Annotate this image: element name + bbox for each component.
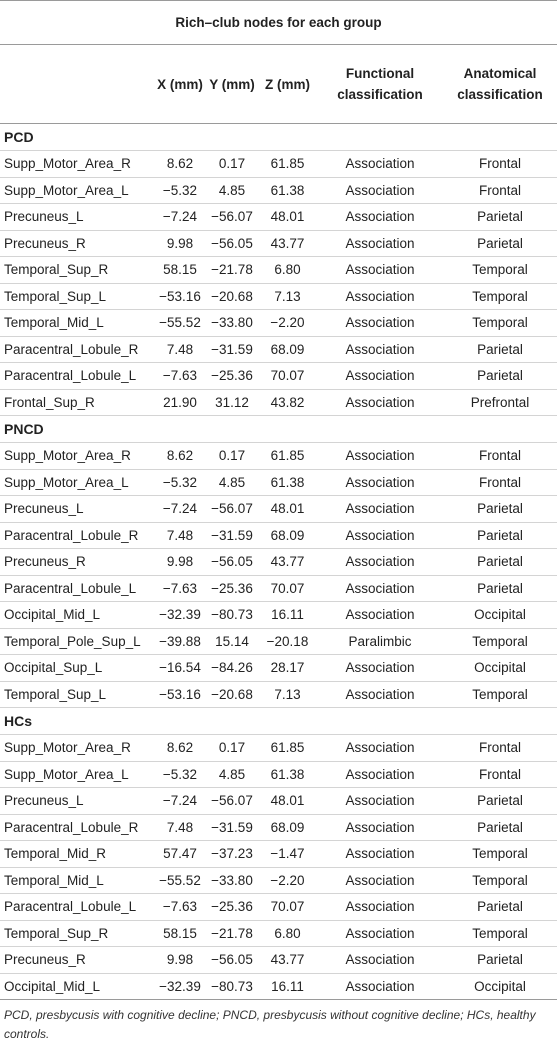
y-value: −84.26 — [206, 655, 258, 682]
anatomical-class: Frontal — [443, 761, 557, 788]
node-name: Supp_Motor_Area_R — [0, 443, 154, 470]
x-value: 8.62 — [154, 443, 206, 470]
anatomical-class: Parietal — [443, 522, 557, 549]
table-row — [0, 257, 557, 284]
table-row — [0, 788, 557, 815]
z-value: 48.01 — [258, 496, 317, 523]
anatomical-class: Temporal — [443, 681, 557, 708]
y-value: 0.17 — [206, 735, 258, 762]
header-functional-line1: Functional — [345, 66, 415, 81]
anatomical-class: Temporal — [443, 867, 557, 894]
node-name: Paracentral_Lobule_R — [0, 814, 154, 841]
functional-class: Association — [317, 920, 443, 947]
functional-class: Association — [317, 894, 443, 921]
table-footnote: PCD, presbycusis with cognitive decline; PNCD, presbycusis without cognitive decline; HCs, healthy controls. — [4, 1008, 536, 1041]
x-value: 9.98 — [154, 230, 206, 257]
anatomical-class: Parietal — [443, 363, 557, 390]
table-row — [0, 177, 557, 204]
z-value: 68.09 — [258, 522, 317, 549]
z-value: 61.85 — [258, 151, 317, 178]
anatomical-class: Parietal — [443, 947, 557, 974]
z-value: 70.07 — [258, 363, 317, 390]
node-name: Paracentral_Lobule_L — [0, 363, 154, 390]
y-value: −20.68 — [206, 681, 258, 708]
y-value: −80.73 — [206, 602, 258, 629]
functional-class: Association — [317, 575, 443, 602]
table-row — [0, 389, 557, 416]
z-value: 7.13 — [258, 283, 317, 310]
anatomical-class: Temporal — [443, 628, 557, 655]
node-name: Occipital_Mid_L — [0, 602, 154, 629]
table-row — [0, 735, 557, 762]
functional-class: Association — [317, 336, 443, 363]
table-caption: Rich–club nodes for each group — [0, 1, 557, 45]
anatomical-class: Parietal — [443, 575, 557, 602]
header-anatomical-line1: Anatomical — [463, 66, 537, 81]
anatomical-class: Occipital — [443, 973, 557, 1000]
functional-class: Association — [317, 841, 443, 868]
column-header-row — [0, 45, 557, 124]
node-name: Precuneus_L — [0, 204, 154, 231]
z-value: −1.47 — [258, 841, 317, 868]
x-value: −32.39 — [154, 973, 206, 1000]
x-value: 7.48 — [154, 522, 206, 549]
x-value: 7.48 — [154, 814, 206, 841]
functional-class: Association — [317, 389, 443, 416]
table-row — [0, 655, 557, 682]
y-value: −56.05 — [206, 549, 258, 576]
table-row — [0, 602, 557, 629]
z-value: 70.07 — [258, 894, 317, 921]
table-row — [0, 867, 557, 894]
group-header-row — [0, 708, 557, 735]
x-value: 21.90 — [154, 389, 206, 416]
header-y: Y (mm) — [206, 45, 258, 124]
z-value: 68.09 — [258, 814, 317, 841]
y-value: −20.68 — [206, 283, 258, 310]
node-name: Paracentral_Lobule_L — [0, 575, 154, 602]
node-name: Precuneus_R — [0, 549, 154, 576]
y-value: −25.36 — [206, 894, 258, 921]
anatomical-class: Parietal — [443, 496, 557, 523]
anatomical-class: Frontal — [443, 469, 557, 496]
table-row — [0, 283, 557, 310]
table-row — [0, 522, 557, 549]
anatomical-class: Parietal — [443, 814, 557, 841]
x-value: −53.16 — [154, 283, 206, 310]
y-value: 4.85 — [206, 177, 258, 204]
anatomical-class: Temporal — [443, 310, 557, 337]
node-name: Temporal_Mid_L — [0, 310, 154, 337]
functional-class: Association — [317, 204, 443, 231]
table-row — [0, 973, 557, 1000]
x-value: −55.52 — [154, 867, 206, 894]
anatomical-class: Parietal — [443, 788, 557, 815]
functional-class: Association — [317, 655, 443, 682]
node-name: Supp_Motor_Area_L — [0, 761, 154, 788]
x-value: −7.24 — [154, 496, 206, 523]
node-name: Paracentral_Lobule_L — [0, 894, 154, 921]
x-value: −32.39 — [154, 602, 206, 629]
node-name: Supp_Motor_Area_R — [0, 735, 154, 762]
y-value: −33.80 — [206, 310, 258, 337]
table-row — [0, 841, 557, 868]
group-label: PCD — [0, 124, 557, 151]
functional-class: Association — [317, 230, 443, 257]
node-name: Occipital_Mid_L — [0, 973, 154, 1000]
x-value: −16.54 — [154, 655, 206, 682]
y-value: −37.23 — [206, 841, 258, 868]
y-value: −56.07 — [206, 496, 258, 523]
group-header-row — [0, 124, 557, 151]
functional-class: Paralimbic — [317, 628, 443, 655]
functional-class: Association — [317, 496, 443, 523]
functional-class: Association — [317, 283, 443, 310]
z-value: 61.85 — [258, 443, 317, 470]
z-value: 7.13 — [258, 681, 317, 708]
x-value: 9.98 — [154, 549, 206, 576]
table-row — [0, 469, 557, 496]
x-value: 57.47 — [154, 841, 206, 868]
table-row — [0, 947, 557, 974]
x-value: −7.63 — [154, 363, 206, 390]
anatomical-class: Frontal — [443, 151, 557, 178]
table-row — [0, 894, 557, 921]
z-value: 61.38 — [258, 177, 317, 204]
table-row — [0, 628, 557, 655]
functional-class: Association — [317, 735, 443, 762]
y-value: −33.80 — [206, 867, 258, 894]
x-value: −7.24 — [154, 788, 206, 815]
y-value: 15.14 — [206, 628, 258, 655]
z-value: 68.09 — [258, 336, 317, 363]
y-value: −25.36 — [206, 363, 258, 390]
z-value: 43.77 — [258, 947, 317, 974]
functional-class: Association — [317, 681, 443, 708]
anatomical-class: Temporal — [443, 841, 557, 868]
table-row — [0, 336, 557, 363]
table-row — [0, 230, 557, 257]
functional-class: Association — [317, 310, 443, 337]
z-value: 61.38 — [258, 761, 317, 788]
node-name: Temporal_Sup_L — [0, 283, 154, 310]
x-value: −39.88 — [154, 628, 206, 655]
table-row — [0, 363, 557, 390]
table-row — [0, 761, 557, 788]
group-label: HCs — [0, 708, 557, 735]
table-caption-row — [0, 1, 557, 45]
node-name: Precuneus_L — [0, 788, 154, 815]
node-name: Temporal_Sup_R — [0, 920, 154, 947]
functional-class: Association — [317, 549, 443, 576]
anatomical-class: Temporal — [443, 283, 557, 310]
node-name: Occipital_Sup_L — [0, 655, 154, 682]
group-header-row — [0, 416, 557, 443]
node-name: Temporal_Sup_R — [0, 257, 154, 284]
anatomical-class: Occipital — [443, 655, 557, 682]
functional-class: Association — [317, 522, 443, 549]
x-value: −5.32 — [154, 177, 206, 204]
anatomical-class: Frontal — [443, 735, 557, 762]
node-name: Temporal_Mid_R — [0, 841, 154, 868]
node-name: Precuneus_R — [0, 230, 154, 257]
x-value: −7.24 — [154, 204, 206, 231]
table-row — [0, 151, 557, 178]
table-row — [0, 443, 557, 470]
anatomical-class: Parietal — [443, 230, 557, 257]
node-name: Supp_Motor_Area_L — [0, 177, 154, 204]
header-anatomical-line2: classification — [457, 87, 543, 102]
z-value: 48.01 — [258, 204, 317, 231]
anatomical-class: Prefrontal — [443, 389, 557, 416]
node-name: Precuneus_L — [0, 496, 154, 523]
y-value: 4.85 — [206, 469, 258, 496]
header-x: X (mm) — [154, 45, 206, 124]
node-name: Temporal_Sup_L — [0, 681, 154, 708]
y-value: −31.59 — [206, 814, 258, 841]
functional-class: Association — [317, 151, 443, 178]
node-name: Paracentral_Lobule_R — [0, 522, 154, 549]
functional-class: Association — [317, 788, 443, 815]
x-value: 8.62 — [154, 735, 206, 762]
header-anatomical — [443, 45, 557, 124]
table-row — [0, 575, 557, 602]
x-value: 9.98 — [154, 947, 206, 974]
functional-class: Association — [317, 973, 443, 1000]
z-value: 70.07 — [258, 575, 317, 602]
functional-class: Association — [317, 867, 443, 894]
z-value: 16.11 — [258, 973, 317, 1000]
table-body — [0, 124, 557, 1000]
z-value: 43.77 — [258, 549, 317, 576]
x-value: −7.63 — [154, 575, 206, 602]
y-value: 0.17 — [206, 151, 258, 178]
table-row — [0, 814, 557, 841]
x-value: 8.62 — [154, 151, 206, 178]
functional-class: Association — [317, 443, 443, 470]
z-value: −20.18 — [258, 628, 317, 655]
x-value: −5.32 — [154, 469, 206, 496]
z-value: 43.82 — [258, 389, 317, 416]
node-name: Temporal_Mid_L — [0, 867, 154, 894]
z-value: 28.17 — [258, 655, 317, 682]
anatomical-class: Frontal — [443, 443, 557, 470]
z-value: 61.38 — [258, 469, 317, 496]
y-value: −56.05 — [206, 230, 258, 257]
functional-class: Association — [317, 602, 443, 629]
anatomical-class: Frontal — [443, 177, 557, 204]
functional-class: Association — [317, 363, 443, 390]
z-value: 61.85 — [258, 735, 317, 762]
table-row — [0, 681, 557, 708]
table-row — [0, 204, 557, 231]
z-value: 6.80 — [258, 257, 317, 284]
header-node — [0, 45, 154, 124]
anatomical-class: Parietal — [443, 336, 557, 363]
functional-class: Association — [317, 761, 443, 788]
z-value: −2.20 — [258, 310, 317, 337]
functional-class: Association — [317, 469, 443, 496]
functional-class: Association — [317, 814, 443, 841]
header-z: Z (mm) — [258, 45, 317, 124]
z-value: 43.77 — [258, 230, 317, 257]
anatomical-class: Parietal — [443, 204, 557, 231]
x-value: −55.52 — [154, 310, 206, 337]
y-value: −21.78 — [206, 257, 258, 284]
node-name: Temporal_Pole_Sup_L — [0, 628, 154, 655]
header-functional-line2: classification — [337, 87, 423, 102]
y-value: −56.07 — [206, 204, 258, 231]
z-value: 48.01 — [258, 788, 317, 815]
anatomical-class: Parietal — [443, 549, 557, 576]
node-name: Precuneus_R — [0, 947, 154, 974]
z-value: 6.80 — [258, 920, 317, 947]
x-value: −53.16 — [154, 681, 206, 708]
y-value: −25.36 — [206, 575, 258, 602]
x-value: 7.48 — [154, 336, 206, 363]
table-row — [0, 310, 557, 337]
x-value: 58.15 — [154, 920, 206, 947]
y-value: 0.17 — [206, 443, 258, 470]
y-value: −21.78 — [206, 920, 258, 947]
table-row — [0, 549, 557, 576]
functional-class: Association — [317, 947, 443, 974]
x-value: −5.32 — [154, 761, 206, 788]
anatomical-class: Temporal — [443, 257, 557, 284]
group-label: PNCD — [0, 416, 557, 443]
z-value: −2.20 — [258, 867, 317, 894]
node-name: Paracentral_Lobule_R — [0, 336, 154, 363]
x-value: 58.15 — [154, 257, 206, 284]
x-value: −7.63 — [154, 894, 206, 921]
y-value: −31.59 — [206, 336, 258, 363]
y-value: −56.05 — [206, 947, 258, 974]
functional-class: Association — [317, 177, 443, 204]
y-value: 31.12 — [206, 389, 258, 416]
table-row — [0, 920, 557, 947]
node-name: Supp_Motor_Area_R — [0, 151, 154, 178]
y-value: −80.73 — [206, 973, 258, 1000]
anatomical-class: Occipital — [443, 602, 557, 629]
anatomical-class: Parietal — [443, 894, 557, 921]
functional-class: Association — [317, 257, 443, 284]
header-functional — [317, 45, 443, 124]
table-row — [0, 496, 557, 523]
anatomical-class: Temporal — [443, 920, 557, 947]
y-value: 4.85 — [206, 761, 258, 788]
node-name: Frontal_Sup_R — [0, 389, 154, 416]
y-value: −56.07 — [206, 788, 258, 815]
y-value: −31.59 — [206, 522, 258, 549]
z-value: 16.11 — [258, 602, 317, 629]
node-name: Supp_Motor_Area_L — [0, 469, 154, 496]
